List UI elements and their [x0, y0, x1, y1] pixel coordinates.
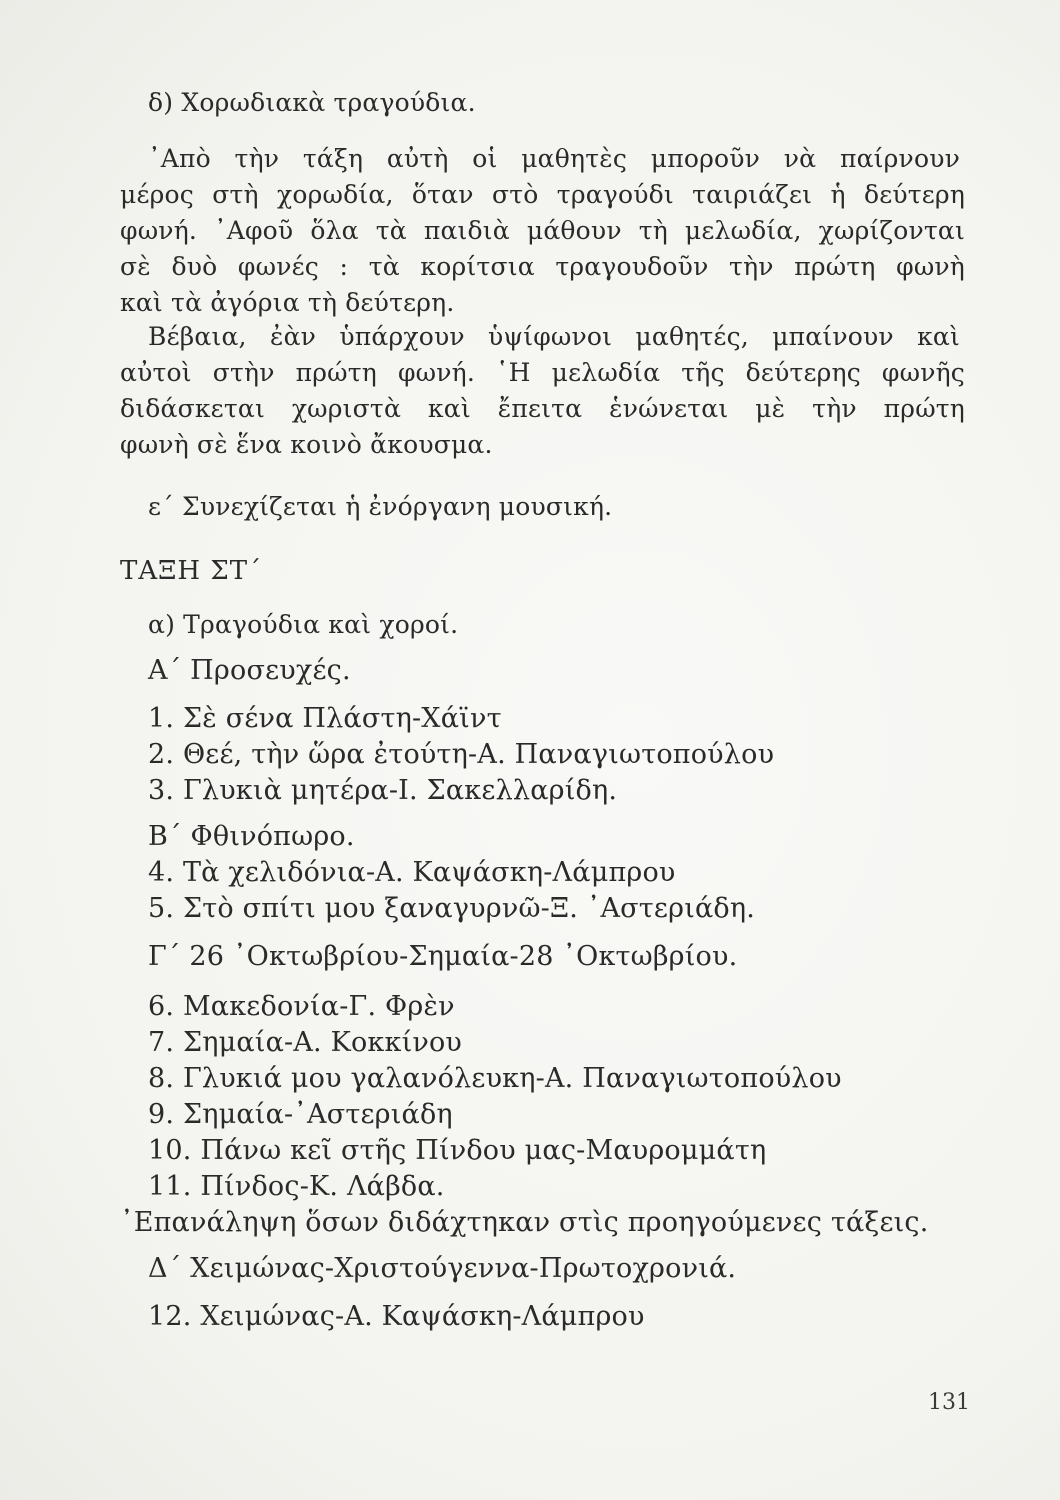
paragraph2-line: φωνὴ σὲ ἕνα κοινὸ ἄκουσμα. — [120, 430, 493, 459]
song-item: 1. Σὲ σένα Πλάστη-Χάϊντ — [148, 703, 502, 734]
class-heading: ΤΑΞΗ ΣΤ΄ — [120, 556, 263, 586]
paragraph2-line: διδάσκεται χωριστὰ καὶ ἔπειτα ἑνώνεται μὲ τὴν πρώτη — [120, 394, 965, 423]
group-d-title: Δ΄ Χειμώνας-Χριστούγεννα-Πρωτοχρονιά. — [148, 1253, 737, 1284]
page-number: 131 — [928, 1390, 970, 1415]
song-item: 10. Πάνω κεῖ στῆς Πίνδου μας-Μαυρομμάτη — [148, 1135, 767, 1166]
group-a-title: Α΄ Προσευχές. — [148, 655, 351, 686]
repetition-note: ᾿Επανάληψη ὅσων διδάχτηκαν στὶς προηγούμενες τάξεις. — [120, 1207, 929, 1238]
paragraph1-line: ᾿Απὸ τὴν τάξη αὐτὴ οἱ μαθητὲς μποροῦν νὰ παίρνουν — [148, 144, 960, 173]
song-item: 2. Θεέ, τὴν ὥρα ἐτούτη-Α. Παναγιωτοπούλου — [148, 739, 775, 770]
paragraph1-line: μέρος στὴ χορωδία, ὅταν στὸ τραγούδι ταιριάζει ἡ δεύτερη — [120, 180, 965, 209]
paragraph1-line: καὶ τὰ ἀγόρια τὴ δεύτερη. — [120, 288, 455, 317]
song-item: 9. Σημαία-᾿Αστεριάδη — [148, 1099, 453, 1130]
song-item: 4. Τὰ χελιδόνια-Α. Καψάσκη-Λάμπρου — [148, 857, 676, 888]
section-delta-heading: δ) Χορωδιακὰ τραγούδια. — [148, 88, 476, 117]
song-item: 12. Χειμώνας-Α. Καψάσκη-Λάμπρου — [148, 1301, 645, 1332]
paragraph2-line: Βέβαια, ἐὰν ὑπάρχουν ὑψίφωνοι μαθητές, μπαίνουν καὶ — [148, 322, 960, 351]
song-item: 7. Σημαία-Α. Κοκκίνου — [148, 1027, 463, 1058]
song-item: 11. Πίνδος-Κ. Λάβδα. — [148, 1171, 445, 1202]
group-c-title: Γ΄ 26 ᾿Οκτωβρίου-Σημαία-28 ᾿Οκτωβρίου. — [148, 941, 738, 972]
song-item: 8. Γλυκιά μου γαλανόλευκη-Α. Παναγιωτοπούλου — [148, 1063, 842, 1094]
paragraph1-line: φωνή. ᾿Αφοῦ ὅλα τὰ παιδιὰ μάθουν τὴ μελωδία, χωρίζονται — [120, 216, 965, 245]
subsection-alpha: α) Τραγούδια καὶ χοροί. — [148, 610, 459, 639]
song-item: 5. Στὸ σπίτι μου ξαναγυρνῶ-Ξ. ᾿Αστεριάδη. — [148, 893, 756, 924]
section-epsilon: ε΄ Συνεχίζεται ἡ ἐνόργανη μουσική. — [148, 492, 613, 521]
group-b-title: Β΄ Φθινόπωρο. — [148, 821, 355, 852]
paragraph2-line: αὐτοὶ στὴν πρώτη φωνή. ῾Η μελωδία τῆς δεύτερης φωνῆς — [120, 358, 965, 387]
song-item: 6. Μακεδονία-Γ. Φρὲν — [148, 991, 455, 1022]
song-item: 3. Γλυκιὰ μητέρα-Ι. Σακελλαρίδη. — [148, 775, 618, 806]
paragraph1-line: σὲ δυὸ φωνές : τὰ κορίτσια τραγουδοῦν τὴν πρώτη φωνὴ — [120, 252, 965, 281]
